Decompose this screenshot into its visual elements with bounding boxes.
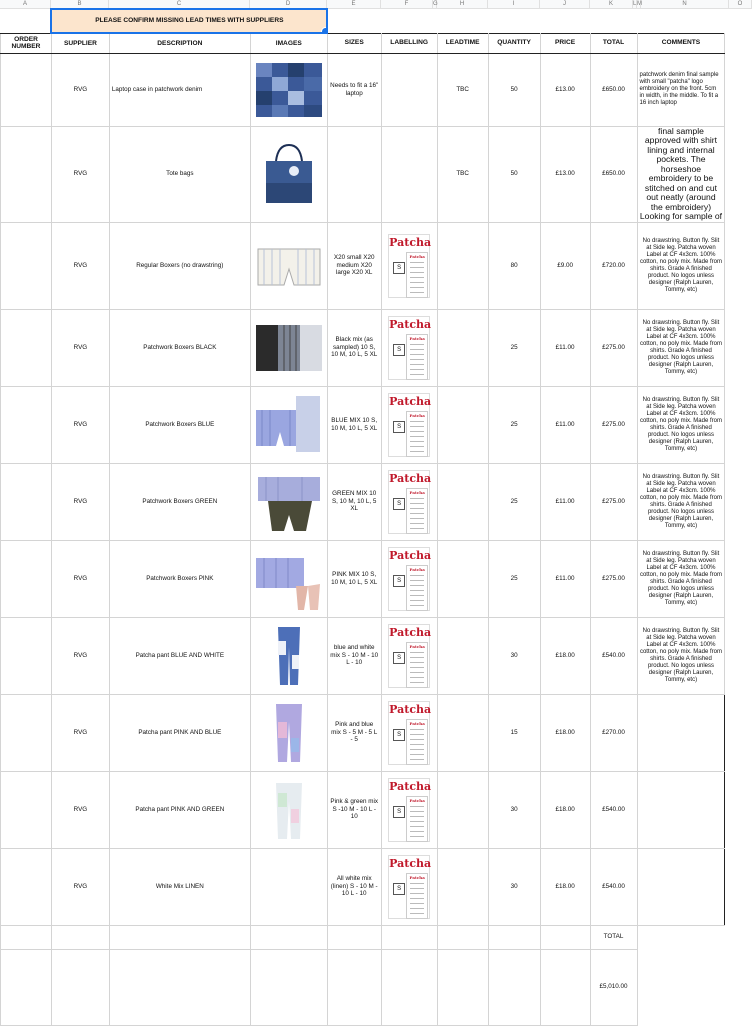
label-brand-text: Patcha [389,627,429,639]
order-number-cell[interactable] [1,694,52,771]
column-header-i[interactable]: I [488,0,540,8]
total-cell[interactable]: £270.00 [590,694,637,771]
labelling-cell[interactable] [381,463,437,540]
label-detail-brand-text: Patcha [407,875,427,880]
tote-bag-icon [253,143,325,205]
cell-e1[interactable] [327,9,752,33]
column-header-e[interactable]: E [327,0,381,8]
header-description[interactable]: DESCRIPTION [109,33,250,53]
table-row [1,222,752,309]
empty-cell[interactable] [725,925,752,949]
label-brand-text: Patcha [389,550,429,562]
label-brand-text: Patcha [389,237,429,249]
quantity-cell[interactable]: 50 [488,126,540,222]
grand-total-cell[interactable]: £5,010.00 [590,949,637,1025]
label-detail-image [406,252,428,298]
order-number-cell[interactable] [1,617,52,694]
boxers-green-icon [253,471,325,533]
price-cell[interactable]: £11.00 [540,386,590,463]
pant-pink-blue-icon [253,702,325,764]
column-header-h[interactable]: H [437,0,488,8]
cell-o2[interactable] [725,33,752,53]
leadtime-cell[interactable] [437,848,488,925]
comments-cell[interactable]: No drawstring. Button fly. Slit at Side leg. Patcha woven Label at CF 4x3cm. 100% cotton, no poly mix. Made from shirts. Grade A finished product. No logos unless designer (Ralph Lauren, Tommy, etc) [637,386,725,463]
label-brand-text: Patcha [389,473,429,485]
table-row [1,463,752,540]
empty-cell[interactable] [437,925,488,949]
labelling-cell[interactable] [381,386,437,463]
leadtime-cell[interactable] [437,309,488,386]
sizes-cell[interactable]: GREEN MIX 10 S, 10 M, 10 L, 5 XL [327,463,381,540]
sizes-cell[interactable]: Black mix (as sampled) 10 S, 10 M, 10 L, 5 XL [327,309,381,386]
description-cell[interactable]: Patcha pant PINK AND GREEN [109,771,250,848]
price-cell[interactable]: £18.00 [540,617,590,694]
description-cell[interactable]: Regular Boxers (no drawstring) [109,222,250,309]
column-header-o[interactable]: O [729,0,752,8]
banner-text: PLEASE CONFIRM MISSING LEAD TIMES WITH SUPPLIERS [95,17,283,24]
sizes-cell[interactable]: Needs to fit a 16" laptop [327,53,381,126]
label-detail-image [406,796,428,842]
empty-cell[interactable] [725,222,752,309]
comments-cell[interactable]: No drawstring. Button fly. Slit at Side leg. Patcha woven Label at CF 4x3cm. 100% cotton, no poly mix. Made from shirts. Grade A finished product. No logos unless designer (Ralph Lauren, Tommy, etc) [637,222,725,309]
total-cell[interactable]: £275.00 [590,463,637,540]
empty-cell[interactable] [725,309,752,386]
leadtime-cell[interactable] [437,617,488,694]
quantity-cell[interactable]: 25 [488,540,540,617]
label-detail-brand-text: Patcha [407,413,427,418]
description-cell[interactable]: Patchwork Boxers BLACK [109,309,250,386]
empty-cell[interactable] [250,925,327,949]
header-quantity[interactable]: QUANTITY [488,33,540,53]
price-cell[interactable]: £13.00 [540,53,590,126]
sizes-cell[interactable]: X20 small X20 medium X20 large X20 XL [327,222,381,309]
total-cell[interactable]: £275.00 [590,386,637,463]
description-cell[interactable]: Patchwork Boxers BLUE [109,386,250,463]
comments-cell[interactable]: No drawstring. Button fly. Slit at Side leg. Patcha woven Label at CF 4x3cm. 100% cotton, no poly mix. Made from shirts. Grade A finished product. No logos unless designer (Ralph Lauren, Tommy, etc) [637,617,725,694]
description-cell[interactable]: Laptop case in patchwork denim [109,53,250,126]
label-detail-brand-text: Patcha [407,644,427,649]
column-header-l[interactable]: L [633,0,637,8]
quantity-cell[interactable]: 15 [488,694,540,771]
empty-cell[interactable] [725,126,752,222]
leadtime-cell[interactable] [437,463,488,540]
label-size-box: S [393,421,405,433]
column-header-n[interactable]: N [641,0,729,8]
empty-cell[interactable] [381,925,437,949]
patcha-label-image [388,234,430,298]
sizes-cell[interactable]: blue and white mix S - 10 M - 10 L - 10 [327,617,381,694]
empty-cell[interactable] [109,949,250,1025]
label-size-box: S [393,729,405,741]
total-cell[interactable]: £540.00 [590,771,637,848]
empty-cell[interactable] [725,949,752,1025]
order-number-cell[interactable] [1,848,52,925]
pant-white-linen-icon [253,856,325,918]
image-cell[interactable] [250,53,327,126]
total-label-row [1,925,752,949]
empty-cell[interactable] [725,771,752,848]
comments-cell[interactable] [637,848,725,925]
header-sizes[interactable]: SIZES [327,33,381,53]
leadtime-cell[interactable]: TBC [437,53,488,126]
image-cell[interactable] [250,848,327,925]
supplier-cell[interactable]: RVG [51,771,109,848]
supplier-cell[interactable]: RVG [51,222,109,309]
order-number-cell[interactable] [1,463,52,540]
labelling-cell[interactable] [381,617,437,694]
labelling-cell[interactable] [381,53,437,126]
patcha-label-image [388,624,430,688]
total-label-cell[interactable]: TOTAL [590,925,637,949]
header-leadtime[interactable]: LEADTIME [437,33,488,53]
pant-blue-white-icon [253,625,325,687]
empty-cell[interactable] [51,949,109,1025]
image-cell[interactable] [250,463,327,540]
patcha-label-image [388,701,430,765]
table-row [1,694,752,771]
patcha-label-image [388,547,430,611]
labelling-cell[interactable] [381,694,437,771]
empty-cell[interactable] [637,925,725,949]
image-cell[interactable] [250,694,327,771]
header-images[interactable]: IMAGES [250,33,327,53]
header-total[interactable]: TOTAL [590,33,637,53]
price-cell[interactable]: £18.00 [540,694,590,771]
empty-cell[interactable] [437,949,488,1025]
label-detail-image [406,873,428,919]
empty-cell[interactable] [540,949,590,1025]
price-cell[interactable]: £18.00 [540,771,590,848]
leadtime-cell[interactable] [437,386,488,463]
order-number-cell[interactable] [1,309,52,386]
pant-pink-green-icon [253,779,325,841]
empty-cell[interactable] [725,617,752,694]
banner-cell[interactable] [51,9,327,33]
label-brand-text: Patcha [389,704,429,716]
header-comments[interactable]: COMMENTS [637,33,725,53]
empty-cell[interactable] [327,949,381,1025]
total-cell[interactable]: £540.00 [590,617,637,694]
patcha-label-image [388,470,430,534]
label-brand-text: Patcha [389,319,429,331]
label-size-box: S [393,806,405,818]
price-cell[interactable]: £18.00 [540,848,590,925]
comments-cell[interactable]: patchwork denim final sample with small "patcha" logo embroidery on the front. 5cm in width, in the middle. To fit a 16 inch laptop [637,53,725,126]
total-cell[interactable]: £275.00 [590,540,637,617]
label-brand-text: Patcha [389,858,429,870]
order-number-cell[interactable] [1,386,52,463]
labelling-cell[interactable] [381,222,437,309]
table-row [1,309,752,386]
comments-cell[interactable]: No drawstring. Button fly. Slit at Side leg. Patcha woven Label at CF 4x3cm. 100% cotton, no poly mix. Made from shirts. Grade A finished product. No logos unless designer (Ralph Lauren, Tommy, etc) [637,309,725,386]
supplier-cell[interactable]: RVG [51,126,109,222]
supplier-cell[interactable]: RVG [51,309,109,386]
total-cell[interactable]: £540.00 [590,848,637,925]
label-size-box: S [393,652,405,664]
price-cell[interactable]: £11.00 [540,309,590,386]
empty-cell[interactable] [488,925,540,949]
label-detail-brand-text: Patcha [407,490,427,495]
supplier-cell[interactable]: RVG [51,53,109,126]
labelling-cell[interactable] [381,126,437,222]
empty-cell[interactable] [327,925,381,949]
description-cell[interactable]: Patchwork Boxers GREEN [109,463,250,540]
table-row [1,53,752,126]
sizes-cell[interactable]: All white mix (linen) S - 10 M - 10 L - 10 [327,848,381,925]
boxers-pink-icon [253,548,325,610]
label-size-box: S [393,344,405,356]
image-cell[interactable] [250,617,327,694]
price-cell[interactable]: £11.00 [540,540,590,617]
quantity-cell[interactable]: 80 [488,222,540,309]
cell-a1[interactable] [1,9,52,33]
column-header-g[interactable]: G [433,0,437,8]
supplier-cell[interactable]: RVG [51,617,109,694]
order-number-cell[interactable] [1,53,52,126]
leadtime-cell[interactable] [437,540,488,617]
column-header-a[interactable]: A [0,0,51,8]
table-row [1,386,752,463]
table-row [1,540,752,617]
labelling-cell[interactable] [381,771,437,848]
patcha-label-image [388,316,430,380]
quantity-cell[interactable]: 30 [488,771,540,848]
supplier-cell[interactable]: RVG [51,694,109,771]
leadtime-cell[interactable]: TBC [437,126,488,222]
empty-cell[interactable] [51,925,109,949]
price-cell[interactable]: £11.00 [540,463,590,540]
total-cell[interactable]: £720.00 [590,222,637,309]
image-cell[interactable] [250,309,327,386]
label-detail-image [406,411,428,457]
sizes-cell[interactable]: Pink and blue mix S - 5 M - 5 L - 5 [327,694,381,771]
label-size-box: S [393,498,405,510]
empty-cell[interactable] [488,949,540,1025]
quantity-cell[interactable]: 25 [488,309,540,386]
boxers-striped-icon [253,235,325,297]
sizes-cell[interactable] [327,126,381,222]
supplier-cell[interactable]: RVG [51,848,109,925]
description-cell[interactable]: White Mix LINEN [109,848,250,925]
total-cell[interactable]: £650.00 [590,53,637,126]
patcha-label-image [388,393,430,457]
labelling-cell[interactable] [381,848,437,925]
comments-cell[interactable]: final sample approved with shirt lining and internal pockets. The horseshoe embroidery to be stitched on and cut out neatly (around the embroidery) Looking for sample of [637,126,725,222]
label-detail-brand-text: Patcha [407,567,427,572]
label-detail-image [406,565,428,611]
empty-cell[interactable] [725,540,752,617]
selection-handle[interactable] [321,27,327,33]
sizes-cell[interactable]: BLUE MIX 10 S, 10 M, 10 L, 5 XL [327,386,381,463]
empty-cell[interactable] [725,463,752,540]
column-header-b[interactable]: B [51,0,109,8]
patcha-label-image [388,855,430,919]
label-detail-brand-text: Patcha [407,254,427,259]
label-detail-brand-text: Patcha [407,336,427,341]
column-header-c[interactable]: C [109,0,250,8]
label-detail-image [406,719,428,765]
patcha-label-image [388,778,430,842]
table-row [1,848,752,925]
order-number-cell[interactable] [1,771,52,848]
image-cell[interactable] [250,126,327,222]
empty-cell[interactable] [637,949,725,1025]
label-detail-image [406,334,428,380]
quantity-cell[interactable]: 50 [488,53,540,126]
quantity-cell[interactable]: 25 [488,463,540,540]
total-cell[interactable]: £275.00 [590,309,637,386]
comments-cell[interactable]: No drawstring. Button fly. Slit at Side leg. Patcha woven Label at CF 4x3cm. 100% cotton, no poly mix. Made from shirts. Grade A finished product. No logos unless designer (Ralph Lauren, Tommy, etc) [637,463,725,540]
label-size-box: S [393,883,405,895]
order-number-cell[interactable] [1,126,52,222]
column-header-k[interactable]: K [590,0,633,8]
label-brand-text: Patcha [389,396,429,408]
empty-cell[interactable] [109,925,250,949]
supplier-cell[interactable]: RVG [51,540,109,617]
empty-cell[interactable] [1,949,52,1025]
order-sheet [0,8,752,1026]
empty-cell[interactable] [381,949,437,1025]
comments-cell[interactable] [637,694,725,771]
leadtime-cell[interactable] [437,771,488,848]
empty-cell[interactable] [725,694,752,771]
supplier-cell[interactable]: RVG [51,386,109,463]
boxers-blue-icon [253,394,325,456]
total-cell[interactable]: £650.00 [590,126,637,222]
label-size-box: S [393,575,405,587]
description-cell[interactable]: Patchwork Boxers PINK [109,540,250,617]
description-cell[interactable]: Patcha pant PINK AND BLUE [109,694,250,771]
image-cell[interactable] [250,386,327,463]
label-detail-brand-text: Patcha [407,798,427,803]
labelling-cell[interactable] [381,540,437,617]
label-size-box: S [393,262,405,274]
quantity-cell[interactable]: 30 [488,848,540,925]
leadtime-cell[interactable] [437,694,488,771]
table-row [1,126,752,222]
quantity-cell[interactable]: 30 [488,617,540,694]
label-brand-text: Patcha [389,781,429,793]
price-cell[interactable]: £13.00 [540,126,590,222]
image-cell[interactable] [250,222,327,309]
label-detail-image [406,488,428,534]
leadtime-cell[interactable] [437,222,488,309]
empty-cell[interactable] [250,949,327,1025]
empty-cell[interactable] [725,53,752,126]
image-cell[interactable] [250,540,327,617]
empty-cell[interactable] [1,925,52,949]
supplier-cell[interactable]: RVG [51,463,109,540]
comments-cell[interactable]: No drawstring. Button fly. Slit at Side leg. Patcha woven Label at CF 4x3cm. 100% cotton, no poly mix. Made from shirts. Grade A finished product. No logos unless designer (Ralph Lauren, Tommy, etc) [637,540,725,617]
header-supplier[interactable]: SUPPLIER [51,33,109,53]
table-row [1,771,752,848]
boxers-black-icon [253,317,325,379]
empty-cell[interactable] [725,848,752,925]
quantity-cell[interactable]: 25 [488,386,540,463]
column-header-f[interactable]: F [381,0,433,8]
label-detail-image [406,642,428,688]
comments-cell[interactable] [637,771,725,848]
image-cell[interactable] [250,771,327,848]
column-header-d[interactable]: D [250,0,327,8]
description-cell[interactable]: Tote bags [109,126,250,222]
empty-cell[interactable] [725,386,752,463]
order-number-cell[interactable] [1,540,52,617]
sizes-cell[interactable]: Pink & green mix S -10 M - 10 L - 10 [327,771,381,848]
labelling-cell[interactable] [381,309,437,386]
header-order-number[interactable]: ORDER NUMBER [1,33,52,53]
description-cell[interactable]: Patcha pant BLUE AND WHITE [109,617,250,694]
price-cell[interactable]: £9.00 [540,222,590,309]
column-header-j[interactable]: J [540,0,590,8]
header-labelling[interactable]: LABELLING [381,33,437,53]
empty-cell[interactable] [540,925,590,949]
sizes-cell[interactable]: PINK MIX 10 S, 10 M, 10 L, 5 XL [327,540,381,617]
header-price[interactable]: PRICE [540,33,590,53]
laptop-case-icon [253,59,325,121]
table-row [1,617,752,694]
column-header-m[interactable]: M [637,0,641,8]
order-number-cell[interactable] [1,222,52,309]
grand-total-row [1,949,752,1025]
label-detail-brand-text: Patcha [407,721,427,726]
